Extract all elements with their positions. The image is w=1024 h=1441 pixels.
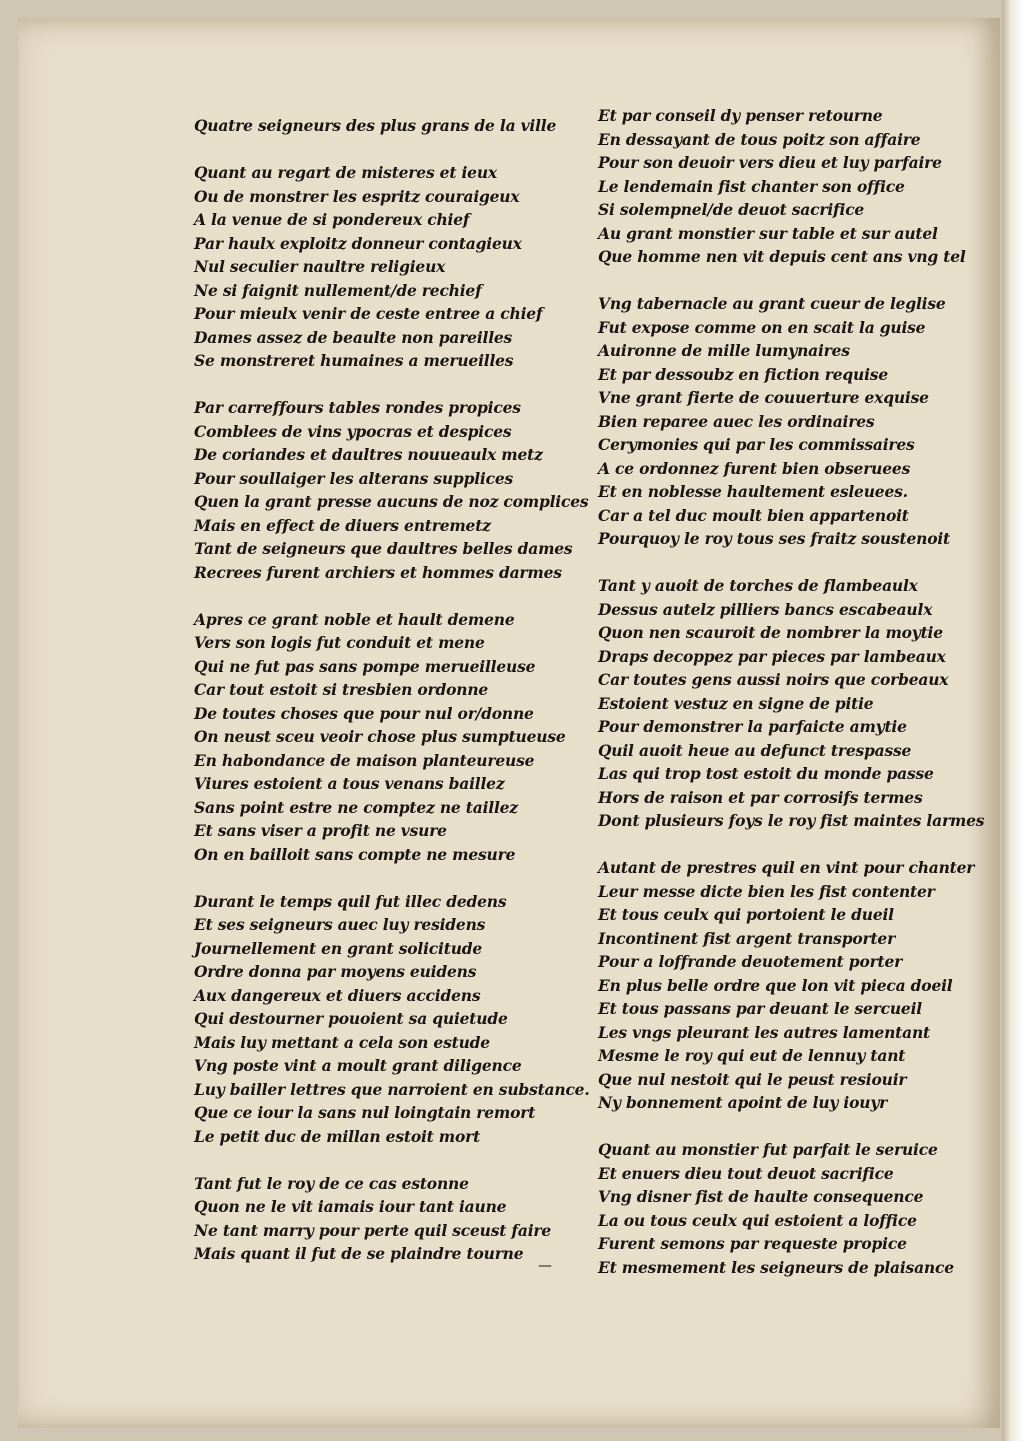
verse-line: Sans point estre ne comptez ne taillez [194,797,518,817]
verse-line: On neust sceu veoir chose plus sumptueuse [194,727,566,746]
left-stanzas [194,161,590,1266]
verse-line: Pour mieulx venir de ceste entree a chief [194,304,543,323]
verse-line: Si solempnel/de deuot sacrifice [598,200,865,219]
verse-line: Vng poste vint a moult grant diligence [194,1056,522,1075]
verse-line: Et enuers dieu tout deuot sacrifice [598,1163,894,1183]
verse-line: Autant de prestres quil en vint pour chanter [598,858,975,877]
verse-line: Quant au regart de misteres et ieux [194,163,497,182]
verse-line: Mais luy mettant a cela son estude [194,1032,490,1052]
verse-line: Et ses seigneurs auec luy residens [194,915,486,934]
verse-line: Ne tant marry pour perte quil sceust faire [194,1220,552,1240]
verse-line: Qui destourner pouoient sa quietude [194,1009,508,1028]
verse-line: Pourquoy le roy tous ses fraitz soustenoit [598,529,950,548]
verse-line: Et sans viser a profit ne vsure [194,821,447,840]
verse-line: Mais en effect de diuers entremetz [194,515,491,535]
verse-line: Furent semons par requeste propice [598,1234,907,1253]
verse-line: Dont plusieurs foys le roy fist maintes larmes [598,811,985,830]
verse-line: Le lendemain fist chanter son office [598,176,905,196]
verse-line: Quon nen scauroit de nombrer la moytie [598,623,943,642]
verse-line: Ne si faignit nullement/de rechief [194,280,482,300]
verse-stanza [194,608,574,867]
verse-line: Par haulx exploitz donneur contagieux [194,233,522,253]
verse-line: Au grant monstier sur table et sur autel [598,223,938,243]
verse-line: Car a tel duc moult bien appartenoit [598,505,909,525]
verse-line: Fut expose comme on en scait la guise [598,317,926,337]
verse-stanza [194,161,574,373]
verse-line: En dessayant de tous poitz son affaire [598,129,921,149]
verse-line: Luy bailler lettres que narroient en substance. [194,1079,590,1099]
verse-line: Dessus autelz pilliers bancs escabeaulx [598,599,933,619]
verse-line: Car tout estoit si tresbien ordonne [194,680,489,699]
verse-line: Pour soullaiger les alterans supplices [194,468,514,488]
verse-stanza [598,856,978,1115]
verse-line: Comblees de vins ypocras et despices [194,421,512,441]
verse-line: On en bailloit sans compte ne mesure [194,844,516,864]
verse-line: Le petit duc de millan estoit mort [194,1126,481,1146]
verse-line: Incontinent fist argent transporter [598,928,896,948]
verse-line: Que ce iour la sans nul loingtain remort [194,1103,536,1122]
verse-line: Hors de raison et par corrosifs termes [598,787,923,807]
verse-line: Draps decoppez par pieces par lambeaux [598,646,946,666]
book-page [18,18,1000,1428]
verse-line: Las qui trop tost estoit du monde passe [598,764,934,783]
verse-stanza [598,1138,978,1279]
verse-line: Par carreffours tables rondes propices [194,398,521,417]
verse-line: Les vngs pleurant les autres lamentant [598,1022,930,1042]
verse-line: Cerymonies qui par les commissaires [598,435,915,454]
verse-line: Ny bonnement apoint de luy iouyr [598,1093,888,1112]
verse-line: Nul seculier naultre religieux [194,257,446,276]
verse-line: Quon ne le vit iamais iour tant iaune [194,1197,507,1216]
verse-line: Tant fut le roy de ce cas estonne [194,1173,469,1193]
verse-line: Vne grant fierte de couuerture exquise [598,388,929,407]
verse-stanza [598,574,985,833]
verse-line: Leur messe dicte bien les fist contenter [598,881,935,901]
verse-line: Ordre donna par moyens euidens [194,962,477,981]
verse-line: Ou de monstrer les espritz couraigeux [194,186,520,206]
verse-line: Durant le temps quil fut illec dedens [194,891,507,911]
adjacent-page-edge [1002,0,1024,1441]
verse-line: Viures estoient a tous venans baillez [194,774,505,793]
right-text-column [598,104,985,1303]
verse-stanza [598,292,978,551]
verse-line: Recrees furent archiers et hommes darmes [194,562,562,582]
verse-line: Auironne de mille lumynaires [598,341,850,360]
verse-line: Et par conseil dy penser retourne [598,106,883,125]
verse-line: Bien reparee auec les ordinaires [598,411,875,431]
verse-line: A ce ordonnez furent bien obseruees [598,458,911,478]
verse-line: Tant y auoit de torches de flambeaulx [598,576,918,595]
verse-line: Mais quant il fut de se plaindre tourne [194,1244,524,1263]
verse-stanza [194,890,590,1149]
verse-line: Pour son deuoir vers dieu et luy parfaire [598,153,942,172]
right-stanzas [598,104,985,1279]
left-text-column [194,114,590,1289]
verse-line: En habondance de maison planteureuse [194,750,535,770]
verse-line: Et tous ceulx qui portoient le dueil [598,905,894,924]
verse-line: A la venue de si pondereux chief [194,210,470,229]
verse-line: Mesme le roy qui eut de lennuy tant [598,1046,906,1065]
verse-line: Et tous passans par deuant le sercueil [598,999,922,1018]
verse-line: Quen la grant presse aucuns de noz complices [194,492,589,511]
verse-line: Et mesmement les seigneurs de plaisance [598,1257,954,1277]
verse-line: Dames assez de beaulte non pareilles [194,327,513,347]
verse-line: Journellement en grant solicitude [194,938,483,958]
verse-line: De toutes choses que pour nul or/donne [194,703,534,723]
verse-stanza [194,1172,574,1266]
verse-stanza [194,396,589,584]
verse-line: Que homme nen vit depuis cent ans vng tel [598,247,966,266]
verse-line: Qui ne fut pas sans pompe merueilleuse [194,656,536,676]
verse-line: Tant de seigneurs que daultres belles dames [194,539,573,558]
verse-line: Et en noblesse haultement esleuees. [598,482,908,501]
verse-line: Pour demonstrer la parfaicte amytie [598,717,907,736]
verse-heading: Quatre seigneurs des plus grans de la ville [194,116,557,135]
verse-line: Que nul nestoit qui le peust resiouir [598,1069,907,1089]
verse-line: Se monstreret humaines a merueilles [194,351,514,370]
verse-line: Aux dangereux et diuers accidens [194,985,481,1005]
verse-line: Et par dessoubz en fiction requise [598,364,888,384]
verse-line: La ou tous ceulx qui estoient a loffice [598,1210,917,1230]
verse-line: En plus belle ordre que lon vit pieca doeil [598,975,953,995]
verse-line: Estoient vestuz en signe de pitie [598,693,874,713]
verse-line: De coriandes et daultres nouueaulx metz [194,445,543,464]
footer-mark: — [538,1258,552,1274]
verse-line: Vng tabernacle au grant cueur de leglise [598,294,946,313]
verse-line: Quant au monstier fut parfait le seruice [598,1140,938,1159]
verse-line: Car toutes gens aussi noirs que corbeaux [598,670,949,689]
verse-line: Vng disner fist de haulte consequence [598,1187,924,1206]
verse-line: Quil auoit heue au defunct trespasse [598,740,912,760]
verse-line: Apres ce grant noble et hault demene [194,609,515,629]
verse-line: Vers son logis fut conduit et mene [194,633,485,652]
verse-stanza [598,104,978,269]
verse-line: Pour a loffrande deuotement porter [598,952,903,971]
